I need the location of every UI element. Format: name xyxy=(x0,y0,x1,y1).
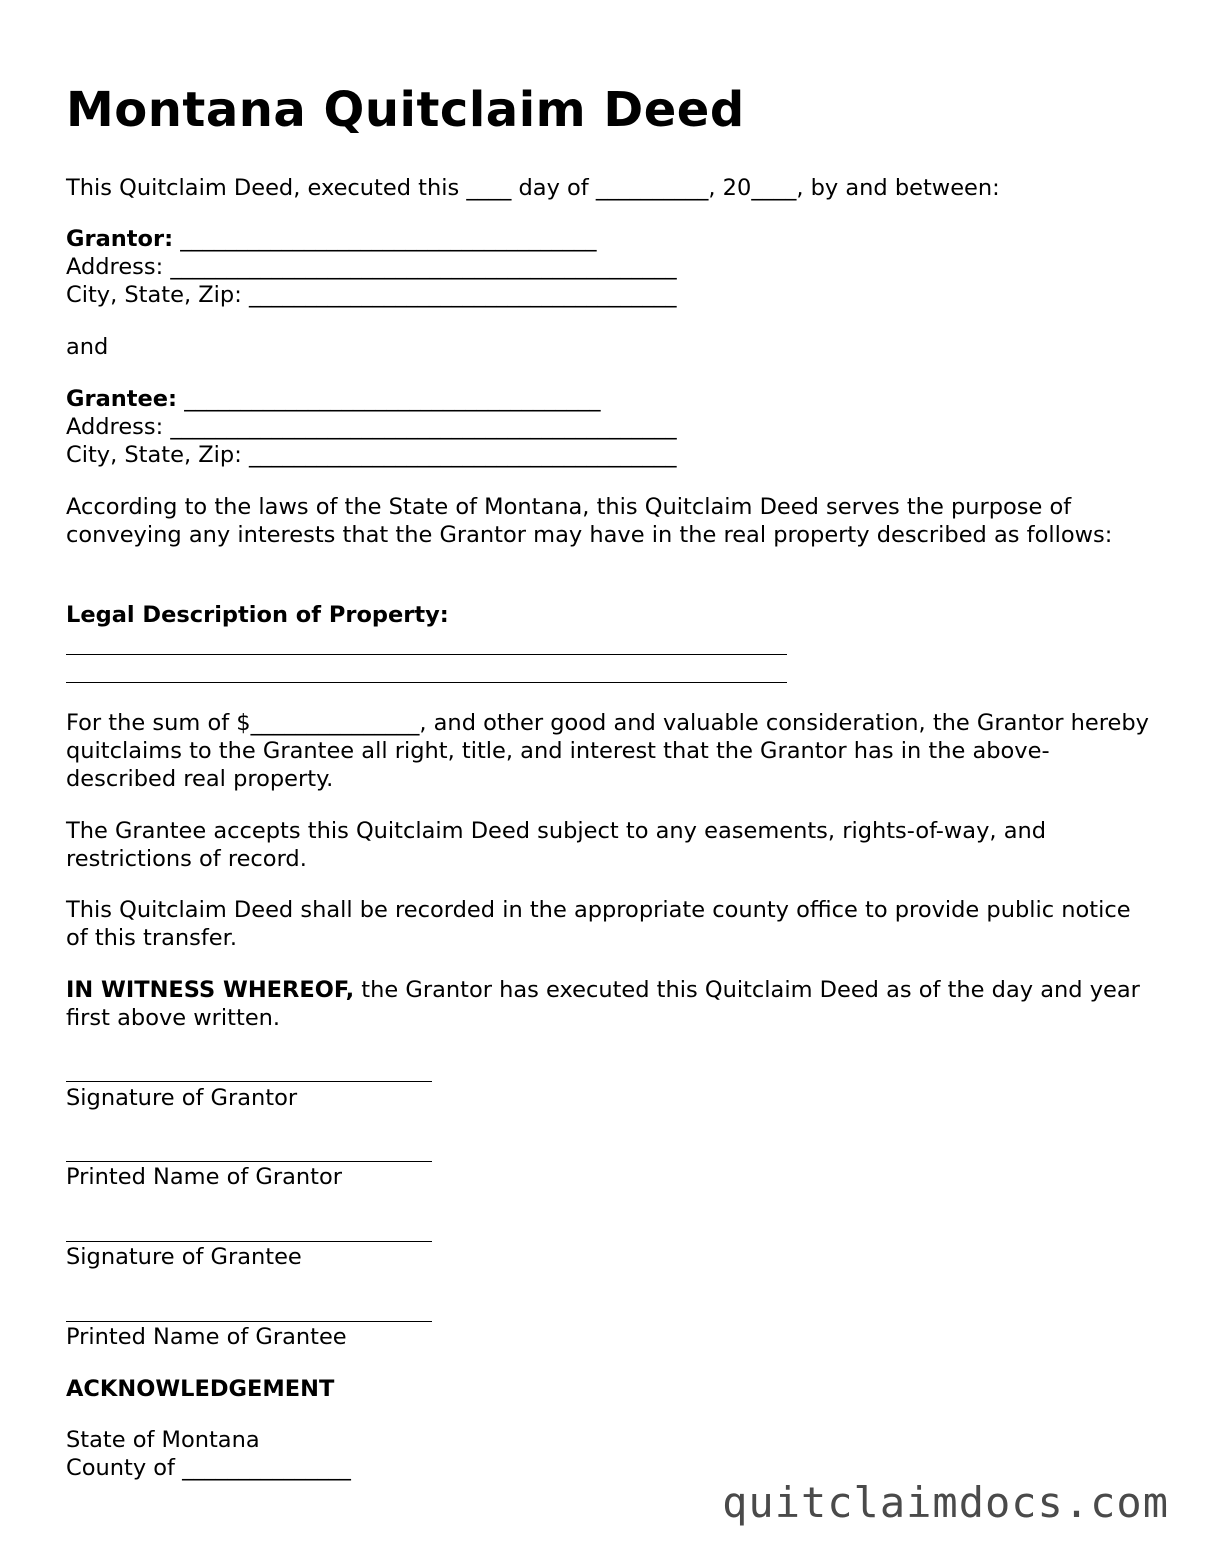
intro-line: This Quitclaim Deed, executed this ____ day of __________, 20____, by and between: xyxy=(66,175,1000,201)
witness-rest: the Grantor has executed this Quitclaim Deed as of the day and year first above written. xyxy=(66,977,1140,1031)
witness-bold: IN WITNESS WHEREOF, xyxy=(66,977,355,1003)
grantor-signature-label: Signature of Grantor xyxy=(66,1085,298,1111)
grantor-label: Grantor: xyxy=(66,226,174,252)
grantee-signature-label: Signature of Grantee xyxy=(66,1244,302,1270)
grantor-address: Address: _____________________________________________ xyxy=(66,254,677,280)
grantee-address: Address: _____________________________________________ xyxy=(66,414,677,440)
grantee-label: Grantee: xyxy=(66,386,178,412)
grantor-name-blank: _____________________________________ xyxy=(180,226,597,252)
grantor-line xyxy=(66,225,596,253)
legal-description-line-2 xyxy=(66,682,787,683)
grantor-signature-line xyxy=(66,1081,432,1082)
recorded-paragraph: This Quitclaim Deed shall be recorded in the appropriate county office to provide public notice of this transfer. xyxy=(66,897,1131,951)
county-line: County of _______________ xyxy=(66,1455,351,1481)
grantee-printed-name-line xyxy=(66,1321,432,1322)
grantor-printed-name-line xyxy=(66,1161,432,1162)
acknowledgement-heading: ACKNOWLEDGEMENT xyxy=(66,1376,335,1402)
page-title: Montana Quitclaim Deed xyxy=(66,82,745,138)
site-watermark: quitclaimdocs.com xyxy=(722,1478,1169,1527)
accepts-paragraph: The Grantee accepts this Quitclaim Deed subject to any easements, rights-of-way, and restrictions of record. xyxy=(66,818,1047,872)
legal-heading: Legal Description of Property: xyxy=(66,602,449,628)
grantee-city: City, State, Zip: ______________________________________ xyxy=(66,442,677,468)
legal-description-line-1 xyxy=(66,654,787,655)
grantee-signature-line xyxy=(66,1241,432,1242)
grantee-line xyxy=(66,385,600,413)
laws-paragraph: According to the laws of the State of Montana, this Quitclaim Deed serves the purpose of conveying any interests that the Grantor may have in the real property described as follows: xyxy=(66,494,1113,548)
grantor-city: City, State, Zip: ______________________________________ xyxy=(66,282,677,308)
grantee-printed-name-label: Printed Name of Grantee xyxy=(66,1324,347,1350)
grantor-printed-name-label: Printed Name of Grantor xyxy=(66,1164,342,1190)
and-text: and xyxy=(66,334,109,360)
sum-paragraph: For the sum of $_______________, and other good and valuable consideration, the Grantor hereby quitclaims to the Grantee all right, title, and interest that the Grantor has in the above-described real property. xyxy=(66,710,1149,792)
grantee-name-blank: _____________________________________ xyxy=(184,386,601,412)
state-line: State of Montana xyxy=(66,1427,260,1453)
witness-paragraph xyxy=(66,976,1151,1032)
